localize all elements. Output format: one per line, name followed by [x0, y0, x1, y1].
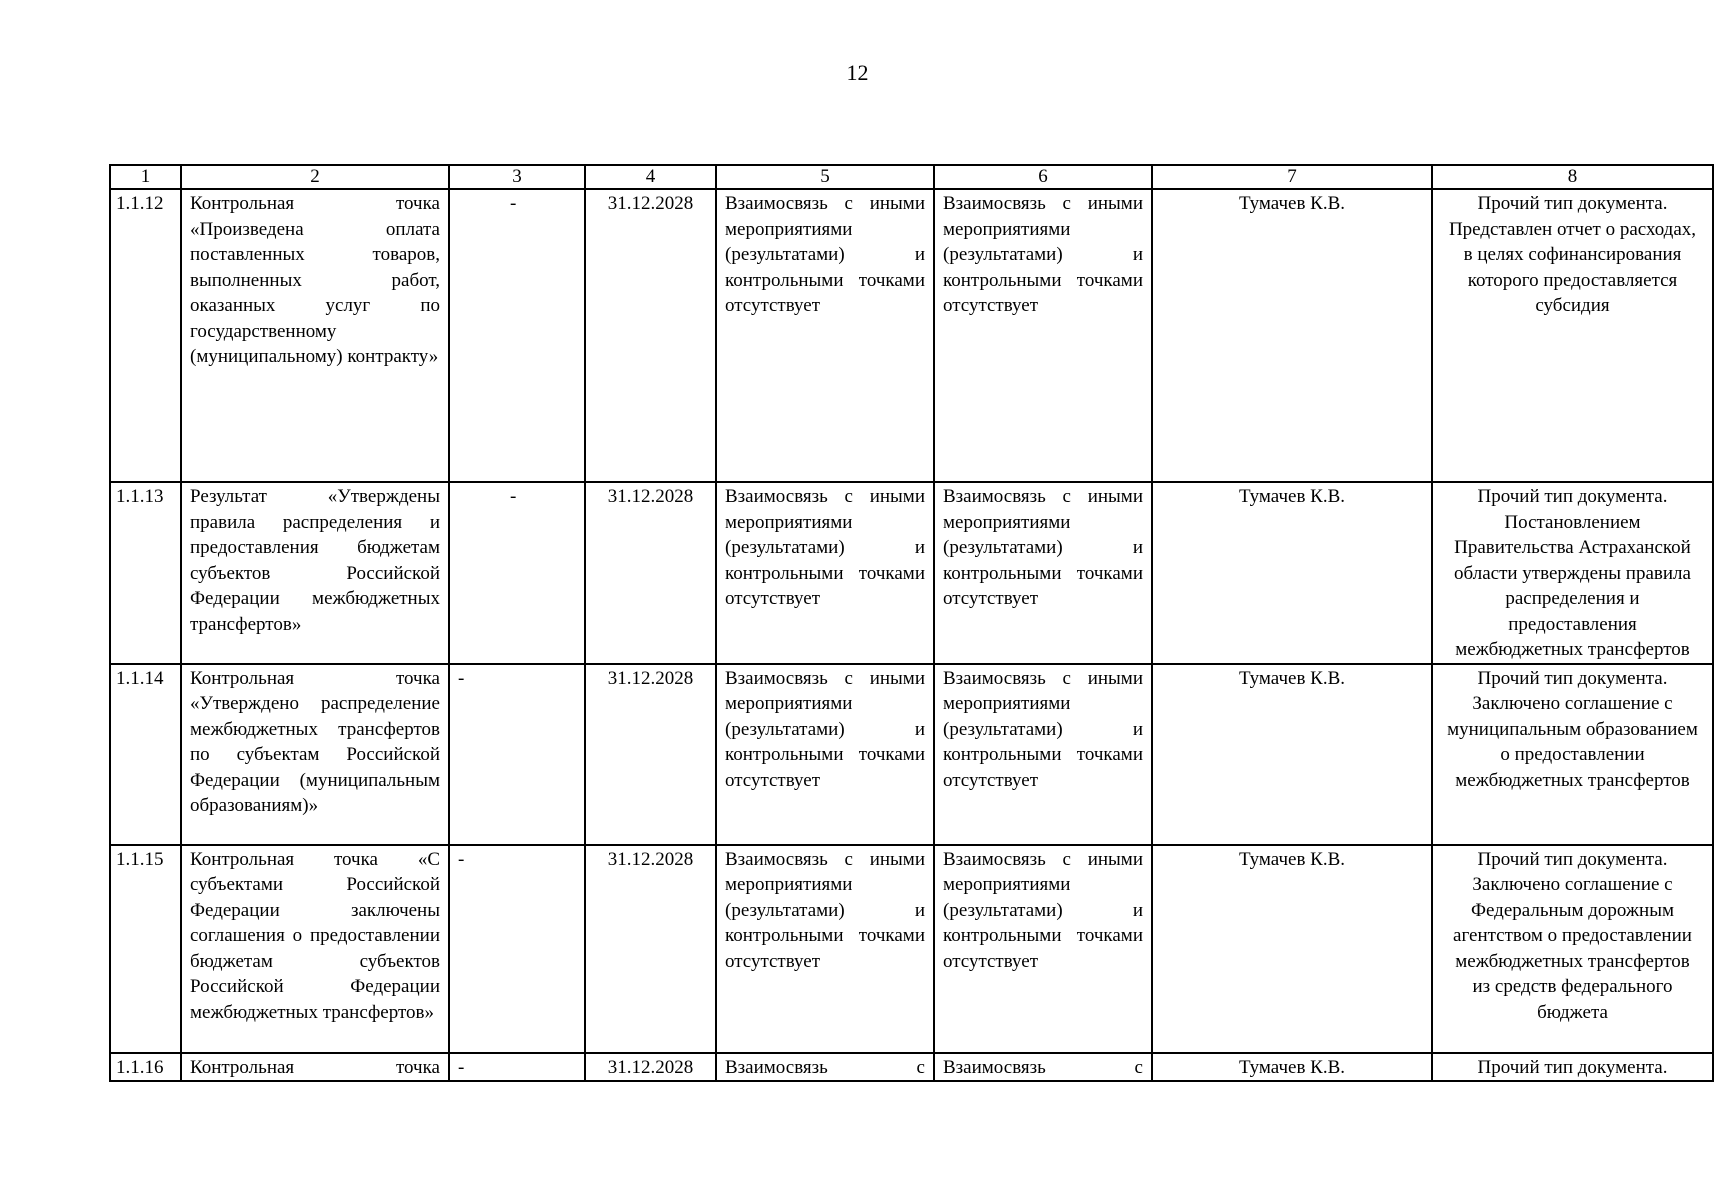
successor-link: Взаимосвязь с иными мероприятиями (результатами) и контрольными точками отсутствует [934, 482, 1152, 664]
predecessor-link: Взаимосвязь с [716, 1053, 934, 1082]
table-header-row [110, 165, 1713, 189]
deadline-date: 31.12.2028 [585, 1053, 716, 1082]
event-name: Результат «Утверждены правила распределения и предоставления бюджетам субъектов Российской Федерации межбюджетных трансфертов» [181, 482, 449, 664]
event-name: Контрольная точка [181, 1053, 449, 1082]
deadline-date: 31.12.2028 [585, 189, 716, 482]
deadline-date: 31.12.2028 [585, 845, 716, 1053]
page-number: 12 [846, 60, 869, 85]
table-row [110, 189, 1713, 482]
base-value: - [449, 1053, 585, 1082]
document-table-container [109, 164, 1712, 1082]
predecessor-link: Взаимосвязь с иными мероприятиями (результатами) и контрольными точками отсутствует [716, 664, 934, 845]
base-value: - [449, 845, 585, 1053]
successor-link: Взаимосвязь с иными мероприятиями (результатами) и контрольными точками отсутствует [934, 664, 1152, 845]
responsible-person: Тумачев К.В. [1152, 845, 1432, 1053]
responsible-person: Тумачев К.В. [1152, 482, 1432, 664]
base-value: - [449, 664, 585, 845]
table-row [110, 1053, 1713, 1082]
successor-link: Взаимосвязь с иными мероприятиями (результатами) и контрольными точками отсутствует [934, 845, 1152, 1053]
row-number: 1.1.15 [110, 845, 181, 1053]
confirming-document: Прочий тип документа. Постановлением Правительства Астраханской области утверждены правила распределения и предоставления межбюджетных трансфертов [1432, 482, 1713, 664]
row-number: 1.1.13 [110, 482, 181, 664]
column-header: 2 [181, 165, 449, 189]
column-header: 3 [449, 165, 585, 189]
base-value: - [449, 482, 585, 664]
confirming-document: Прочий тип документа. Представлен отчет о расходах, в целях софинансирования которого предоставляется субсидия [1432, 189, 1713, 482]
table-row [110, 664, 1713, 845]
responsible-person: Тумачев К.В. [1152, 1053, 1432, 1082]
responsible-person: Тумачев К.В. [1152, 189, 1432, 482]
predecessor-link: Взаимосвязь с иными мероприятиями (результатами) и контрольными точками отсутствует [716, 845, 934, 1053]
column-header: 6 [934, 165, 1152, 189]
predecessor-link: Взаимосвязь с иными мероприятиями (результатами) и контрольными точками отсутствует [716, 189, 934, 482]
successor-link: Взаимосвязь с иными мероприятиями (результатами) и контрольными точками отсутствует [934, 189, 1152, 482]
row-number: 1.1.12 [110, 189, 181, 482]
confirming-document: Прочий тип документа. Заключено соглашение с Федеральным дорожным агентством о предоставлении межбюджетных трансфертов из средств федерального бюджета [1432, 845, 1713, 1053]
confirming-document: Прочий тип документа. [1432, 1053, 1713, 1082]
document-table [109, 164, 1714, 1082]
row-number: 1.1.16 [110, 1053, 181, 1082]
deadline-date: 31.12.2028 [585, 482, 716, 664]
deadline-date: 31.12.2028 [585, 664, 716, 845]
event-name: Контрольная точка «Утверждено распределение межбюджетных трансфертов по субъектам Российской Федерации (муниципальным образованиям)» [181, 664, 449, 845]
event-name: Контрольная точка «С субъектами Российской Федерации заключены соглашения о предоставлении бюджетам субъектов Российской Федерации межбюджетных трансфертов» [181, 845, 449, 1053]
column-header: 5 [716, 165, 934, 189]
table-row [110, 482, 1713, 664]
table-row [110, 845, 1713, 1053]
row-number: 1.1.14 [110, 664, 181, 845]
column-header: 1 [110, 165, 181, 189]
successor-link: Взаимосвязь с [934, 1053, 1152, 1082]
event-name: Контрольная точка «Произведена оплата поставленных товаров, выполненных работ, оказанных услуг по государственному (муниципальному) контракту» [181, 189, 449, 482]
column-header: 8 [1432, 165, 1713, 189]
confirming-document: Прочий тип документа. Заключено соглашение с муниципальным образованием о предоставлении межбюджетных трансфертов [1432, 664, 1713, 845]
column-header: 7 [1152, 165, 1432, 189]
base-value: - [449, 189, 585, 482]
predecessor-link: Взаимосвязь с иными мероприятиями (результатами) и контрольными точками отсутствует [716, 482, 934, 664]
column-header: 4 [585, 165, 716, 189]
responsible-person: Тумачев К.В. [1152, 664, 1432, 845]
